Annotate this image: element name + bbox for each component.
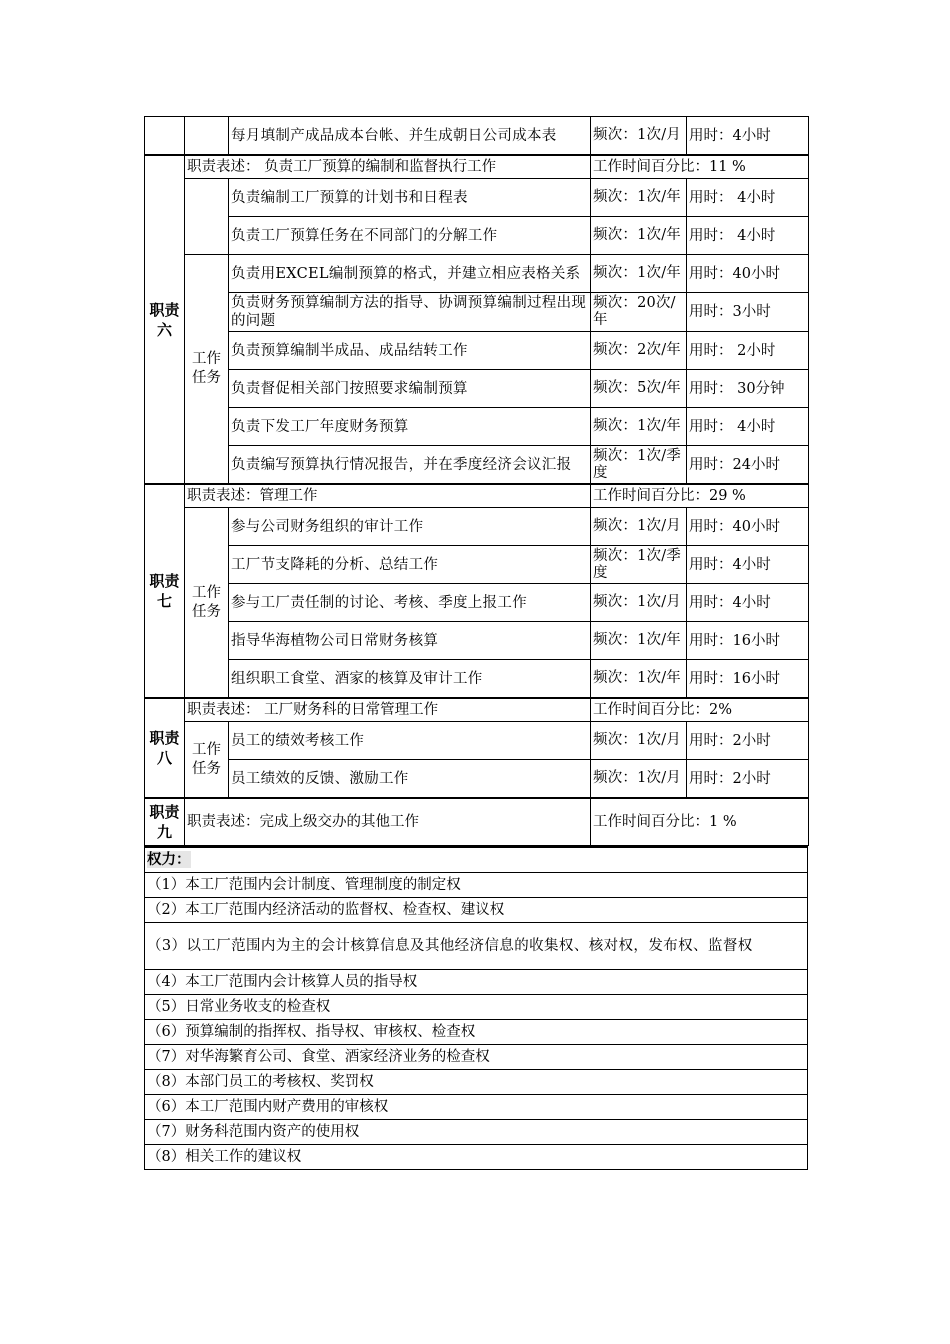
table-row: [145, 1145, 808, 1170]
table-row: [145, 660, 809, 699]
empty-cell: [145, 117, 185, 156]
time-cell: 用时：16小时: [687, 622, 809, 660]
frequency-cell: 频次：2次/年: [591, 332, 687, 370]
table-row: [145, 898, 808, 923]
task-text: 工厂节支降耗的分析、总结工作: [229, 546, 591, 584]
time-cell: 用时：4小时: [687, 546, 809, 584]
table-row: [145, 370, 809, 408]
frequency-cell: 频次：1次/年: [591, 179, 687, 217]
duty-six-label: 职责六: [145, 155, 185, 484]
duties-table: [144, 116, 809, 846]
table-row: [145, 923, 808, 970]
table-row: [145, 446, 809, 485]
frequency-cell: 频次：1次/年: [591, 660, 687, 699]
power-item: （7）财务科范围内资产的使用权: [145, 1120, 808, 1145]
table-row: [145, 1070, 808, 1095]
task-text: 员工绩效的反馈、激励工作: [229, 760, 591, 799]
task-text: 负责下发工厂年度财务预算: [229, 408, 591, 446]
frequency-cell: 频次：1次/月: [591, 584, 687, 622]
task-text: 负责用EXCEL编制预算的格式，并建立相应表格关系: [229, 255, 591, 293]
work-time-percentage: 工作时间百分比：29 %: [591, 484, 809, 508]
power-item: （7）对华海繁育公司、食堂、酒家经济业务的检查权: [145, 1045, 808, 1070]
table-row: [145, 1045, 808, 1070]
time-cell: 用时： 30分钟: [687, 370, 809, 408]
power-item: （4）本工厂范围内会计核算人员的指导权: [145, 970, 808, 995]
time-cell: 用时：40小时: [687, 255, 809, 293]
duty-eight-label: 职责八: [145, 698, 185, 798]
frequency-cell: 频次：1次/年: [591, 217, 687, 255]
task-text: 每月填制产成品成本台帐、并生成朝日公司成本表: [229, 117, 591, 156]
table-row: [145, 508, 809, 546]
responsibility-sheet-full: [144, 116, 808, 1170]
task-text: 员工的绩效考核工作: [229, 722, 591, 760]
table-row: [145, 584, 809, 622]
table-row: [145, 995, 808, 1020]
powers-heading: 权力：: [147, 851, 191, 868]
frequency-cell: 频次：1次/年: [591, 255, 687, 293]
table-row: [145, 622, 809, 660]
table-row: [145, 1120, 808, 1145]
frequency-cell: 频次：1次/月: [591, 117, 687, 156]
table-row: [145, 408, 809, 446]
table-row: [145, 798, 809, 846]
time-cell: 用时：4小时: [687, 584, 809, 622]
table-row: [145, 760, 809, 799]
time-cell: 用时：16小时: [687, 660, 809, 699]
table-row: [145, 546, 809, 584]
frequency-cell: 频次：20次/ 年: [591, 293, 687, 332]
frequency-cell: 频次：1次/年: [591, 408, 687, 446]
duty-description: 职责表述：管理工作: [185, 484, 591, 508]
duty-description: 职责表述： 工厂财务科的日常管理工作: [185, 698, 591, 722]
table-row: [145, 117, 809, 156]
table-row: [145, 155, 809, 179]
duty-nine-label: 职责九: [145, 798, 185, 846]
task-text: 负责工厂预算任务在不同部门的分解工作: [229, 217, 591, 255]
task-text: 参与公司财务组织的审计工作: [229, 508, 591, 546]
table-row: [145, 293, 809, 332]
time-cell: 用时：2小时: [687, 760, 809, 799]
time-cell: 用时： 4小时: [687, 217, 809, 255]
powers-table: [144, 846, 808, 1170]
table-row: [145, 1095, 808, 1120]
time-cell: 用时：24小时: [687, 446, 809, 485]
table-row: [145, 698, 809, 722]
frequency-cell: 频次：1次/月: [591, 760, 687, 799]
table-row: [145, 1020, 808, 1045]
table-row: [145, 179, 809, 217]
time-cell: 用时： 4小时: [687, 179, 809, 217]
table-row: [145, 332, 809, 370]
table-row: [145, 847, 808, 873]
work-time-percentage: 工作时间百分比：2%: [591, 698, 809, 722]
work-tasks-label: 工作任务: [185, 722, 229, 799]
table-row: [145, 255, 809, 293]
power-item: （5）日常业务收支的检查权: [145, 995, 808, 1020]
table-row: [145, 484, 809, 508]
time-cell: 用时： 2小时: [687, 332, 809, 370]
table-row: [145, 217, 809, 255]
frequency-cell: 频次：1次/季度: [591, 546, 687, 584]
duty-description: 职责表述：完成上级交办的其他工作: [185, 798, 591, 846]
frequency-cell: 频次：1次/季度: [591, 446, 687, 485]
power-item: （3）以工厂范围内为主的会计核算信息及其他经济信息的收集权、核对权，发布权、监督权: [145, 923, 808, 970]
task-text: 负责编制工厂预算的计划书和日程表: [229, 179, 591, 217]
power-item: （6）本工厂范围内财产费用的审核权: [145, 1095, 808, 1120]
table-row: [145, 722, 809, 760]
task-text: 负责编写预算执行情况报告，并在季度经济会议汇报: [229, 446, 591, 485]
frequency-cell: 频次：1次/月: [591, 508, 687, 546]
time-cell: 用时：4小时: [687, 117, 809, 156]
table-row: [145, 970, 808, 995]
power-item: （6）预算编制的指挥权、指导权、审核权、检查权: [145, 1020, 808, 1045]
time-cell: 用时：3小时: [687, 293, 809, 332]
powers-title: [145, 847, 808, 873]
work-tasks-label: 工作任务: [185, 508, 229, 699]
time-cell: 用时：2小时: [687, 722, 809, 760]
power-item: （2）本工厂范围内经济活动的监督权、检查权、建议权: [145, 898, 808, 923]
task-text: 组织职工食堂、酒家的核算及审计工作: [229, 660, 591, 699]
work-tasks-label: 工作任务: [185, 255, 229, 485]
time-cell: 用时： 4小时: [687, 408, 809, 446]
time-cell: 用时：40小时: [687, 508, 809, 546]
duty-seven-label: 职责七: [145, 484, 185, 698]
task-text: 指导华海植物公司日常财务核算: [229, 622, 591, 660]
power-item: （1）本工厂范围内会计制度、管理制度的制定权: [145, 873, 808, 898]
task-text: 负责督促相关部门按照要求编制预算: [229, 370, 591, 408]
work-time-percentage: 工作时间百分比：11 %: [591, 155, 809, 179]
frequency-cell: 频次：1次/年: [591, 622, 687, 660]
empty-cell: [185, 117, 229, 156]
frequency-cell: 频次：5次/年: [591, 370, 687, 408]
power-item: （8）本部门员工的考核权、奖罚权: [145, 1070, 808, 1095]
table-row: [145, 873, 808, 898]
task-text: 负责财务预算编制方法的指导、协调预算编制过程出现的问题: [229, 293, 591, 332]
empty-cell: [185, 179, 229, 255]
task-text: 参与工厂责任制的讨论、考核、季度上报工作: [229, 584, 591, 622]
power-item: （8）相关工作的建议权: [145, 1145, 808, 1170]
duty-description: 职责表述： 负责工厂预算的编制和监督执行工作: [185, 155, 591, 179]
frequency-cell: 频次：1次/月: [591, 722, 687, 760]
task-text: 负责预算编制半成品、成品结转工作: [229, 332, 591, 370]
work-time-percentage: 工作时间百分比：1 %: [591, 798, 809, 846]
